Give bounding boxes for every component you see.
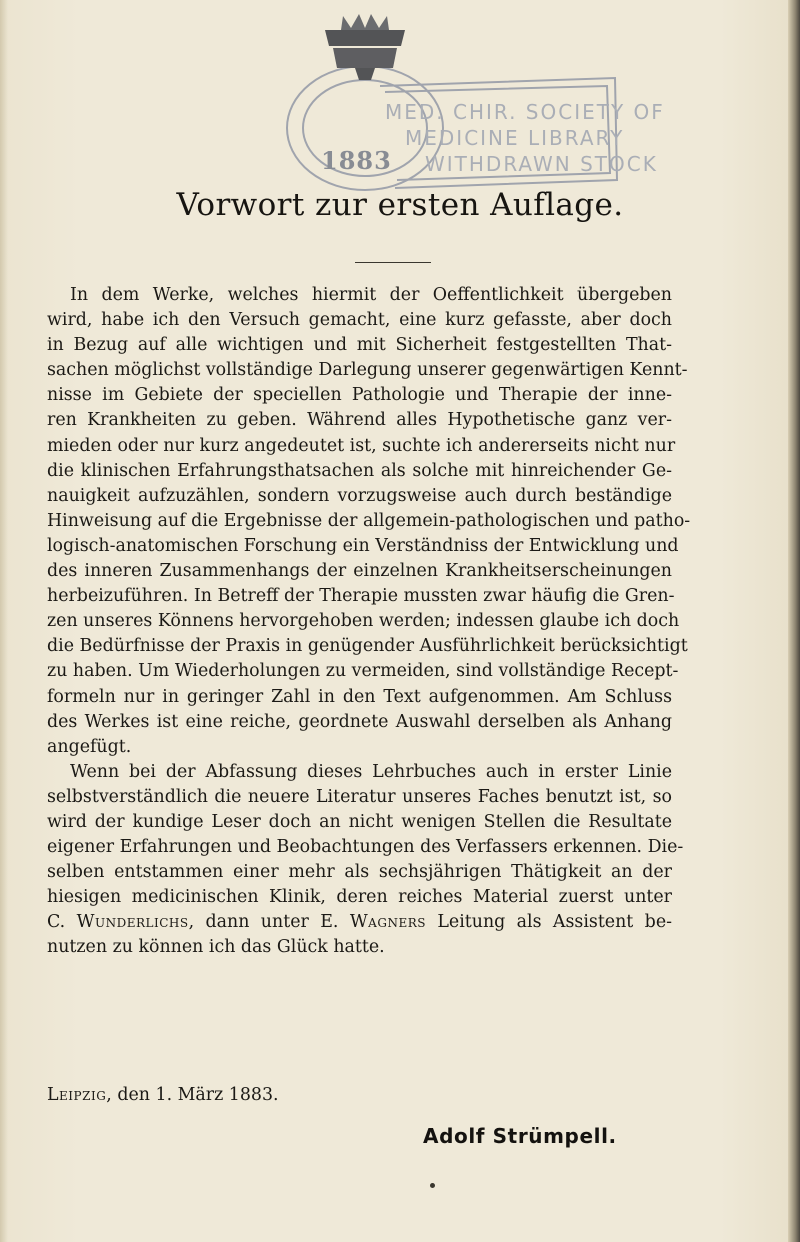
line-middle: , dann unter E. xyxy=(188,912,350,933)
body-line: ren Krankheiten zu geben. Während alles Hypothetische ganz ver- xyxy=(47,410,672,431)
body-line: zen unseres Könnens hervorgehoben werden; indessen glaube ich doch xyxy=(47,611,680,632)
body-line xyxy=(47,910,672,935)
line-suffix: Leitung als Assistent be- xyxy=(425,912,672,933)
stamp-year: 1883 xyxy=(321,146,392,175)
body-line: selbstverständlich die neuere Literatur unseres Faches benutzt ist, so xyxy=(47,786,672,807)
body-line: sachen möglichst vollständige Darlegung unserer gegenwärtigen Kennt- xyxy=(47,360,688,381)
line-prefix: C. xyxy=(47,912,77,933)
body-line: In dem Werke, welches hiermit der Oeffentlichkeit übergeben xyxy=(70,285,672,305)
body-line: nutzen zu können ich das Glück hatte. xyxy=(47,937,385,958)
body-line: zu haben. Um Wiederholungen zu vermeiden, sind vollständige Recept- xyxy=(47,661,679,682)
body-line: eigener Erfahrungen und Beobachtungen des Verfassers erkennen. Die- xyxy=(47,837,684,858)
ink-speck xyxy=(430,1183,435,1188)
name-wagner: Wagners xyxy=(349,912,426,933)
date-text: , den 1. März 1883. xyxy=(106,1085,279,1105)
body-line: hiesigen medicinischen Klinik, deren reiches Material zuerst unter xyxy=(47,887,672,908)
place-name: Leipzig xyxy=(47,1085,107,1105)
body-line: die klinischen Erfahrungsthatsachen als solche mit hinreichender Ge- xyxy=(47,460,672,481)
author-signature: Adolf Strümpell. xyxy=(423,1124,617,1148)
body-line: selben entstammen einer mehr als sechsjährigen Thätigkeit an der xyxy=(47,862,672,883)
preface-body xyxy=(47,283,691,961)
body-line: des inneren Zusammenhangs der einzelnen Krankheitserscheinungen xyxy=(47,561,672,582)
body-line: wird, habe ich den Versuch gemacht, eine kurz gefasste, aber doch xyxy=(47,310,672,331)
body-line: die Bedürfnisse der Praxis in genügender Ausführlichkeit berücksichtigt xyxy=(47,636,688,657)
stamp-text-library: MEDICINE LIBRARY xyxy=(405,126,625,150)
body-line: nisse im Gebiete der speciellen Pathologie und Therapie der inne- xyxy=(47,385,672,406)
stamp-text-society: MED. CHIR. SOCIETY OF xyxy=(385,100,665,124)
stamp-text-withdrawn: WITHDRAWN STOCK xyxy=(425,152,658,176)
body-line: herbeizuführen. In Betreff der Therapie mussten zwar häufig die Gren- xyxy=(47,586,675,607)
body-line: Hinweisung auf die Ergebnisse der allgemein-pathologischen und patho- xyxy=(47,510,691,531)
page-title: Vorwort zur ersten Auflage. xyxy=(176,187,624,223)
body-line: in Bezug auf alle wichtigen und mit Sicherheit festgestellten That- xyxy=(47,335,672,356)
place-date xyxy=(47,1085,279,1105)
library-stamp xyxy=(285,8,665,213)
name-wunderlich: Wunderlichs xyxy=(76,912,189,933)
body-line: Wenn bei der Abfassung dieses Lehrbuches auch in erster Linie xyxy=(70,761,672,782)
body-line: formeln nur in geringer Zahl in den Text aufgenommen. Am Schluss xyxy=(47,686,672,707)
body-line: wird der kundige Leser doch an nicht wenigen Stellen die Resultate xyxy=(47,811,672,832)
body-line: mieden oder nur kurz angedeutet ist, suchte ich andererseits nicht nur xyxy=(47,435,676,456)
body-line: nauigkeit aufzuzählen, sondern vorzugsweise auch durch beständige xyxy=(47,485,672,506)
body-line: angefügt. xyxy=(47,736,132,757)
body-line: logisch-anatomischen Forschung ein Verständniss der Entwicklung und xyxy=(47,535,679,556)
body-line: des Werkes ist eine reiche, geordnete Auswahl derselben als Anhang xyxy=(47,711,672,732)
title-divider xyxy=(355,262,431,263)
